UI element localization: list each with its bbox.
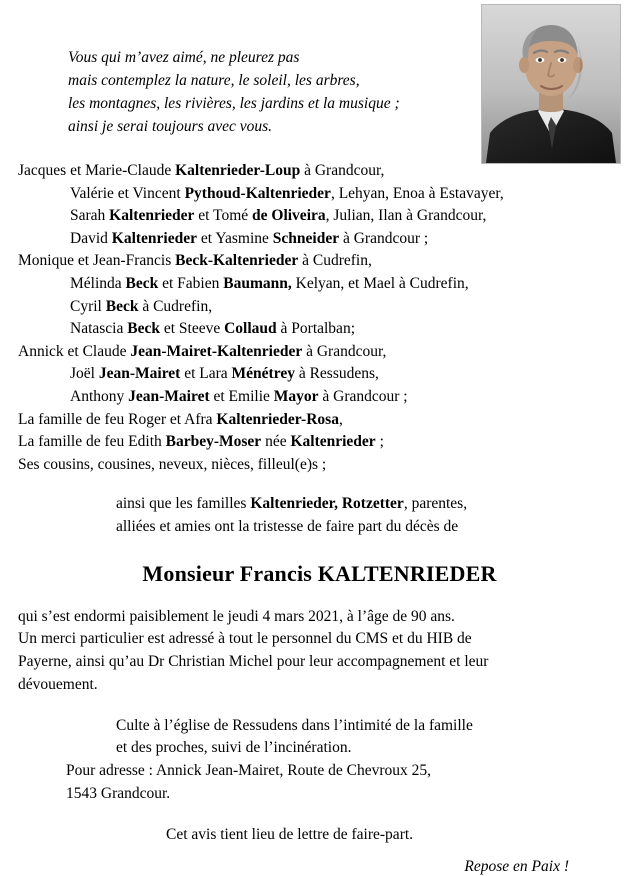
family-text: et Tomé <box>194 207 253 225</box>
family-text: à Ressudens, <box>294 365 379 383</box>
obituary-line: dévouement. <box>18 675 98 693</box>
ceremony-line: et des proches, suivi de l’incinération. <box>116 739 352 757</box>
family-name: Pythoud-Kaltenrieder <box>184 184 331 202</box>
family-line <box>18 205 621 228</box>
family-text: Mélinda <box>70 274 126 292</box>
family-line <box>18 363 621 386</box>
deceased-name: Monsieur Francis KALTENRIEDER <box>142 560 497 586</box>
ceremony-line: Culte à l’église de Ressudens dans l’intimité de la famille <box>116 716 473 734</box>
signoff-text: Repose en Paix ! <box>464 857 569 875</box>
family-text: Annick et Claude <box>18 342 131 360</box>
family-name: Kaltenrieder, Rotzetter <box>250 495 404 513</box>
family-text: à Grandcour, <box>302 342 387 360</box>
family-text: Cyril <box>70 297 106 315</box>
family-line <box>18 409 621 432</box>
family-name: Kaltenrieder <box>111 229 197 247</box>
family-text: David <box>70 229 112 247</box>
family-text: à Grandcour, <box>300 162 385 179</box>
family-text: et Steeve <box>159 320 225 338</box>
family-name: Collaud <box>224 320 277 338</box>
family-line <box>18 431 621 454</box>
family-text: Sarah <box>70 207 110 225</box>
family-text: à Grandcour ; <box>339 229 429 247</box>
family-text: , Lehyan, Enoa à Estavayer, <box>330 184 504 202</box>
portrait-image <box>482 5 620 163</box>
family-text: Monique et Jean-Francis <box>18 252 176 270</box>
family-line <box>18 454 621 477</box>
family-text: Jacques et Marie-Claude <box>18 162 176 179</box>
address-line: 1543 Grandcour. <box>66 785 171 803</box>
poem-line: Vous qui m’avez aimé, ne pleurez pas <box>68 49 300 66</box>
family-text: et Yasmine <box>197 229 273 247</box>
family-text: à Portalban; <box>276 320 355 338</box>
family-line <box>18 183 621 206</box>
family-text: à Cudrefin, <box>298 252 372 270</box>
family-name: Schneider <box>272 229 340 247</box>
family-text: , parentes, <box>403 495 468 513</box>
family-line <box>18 273 621 296</box>
family-text: à Grandcour ; <box>318 387 408 405</box>
family-text: ; <box>375 433 384 451</box>
family-text: Joël <box>70 365 99 383</box>
family-text: La famille de feu Roger et Afra <box>18 410 217 428</box>
family-text: née <box>261 433 291 451</box>
family-text: et Fabien <box>158 274 224 292</box>
family-line <box>18 386 621 409</box>
family-name: Beck <box>127 320 160 338</box>
family-text: à Cudrefin, <box>138 297 213 315</box>
family-list <box>18 138 621 476</box>
family-name: Beck-Kaltenrieder <box>175 252 299 270</box>
notice-closing: Cet avis tient lieu de lettre de faire-part. <box>166 825 414 843</box>
other-families-paragraph <box>18 476 621 538</box>
family-text: Ses cousins, cousines, neveux, nièces, filleul(e)s ; <box>18 455 327 473</box>
family-name: Jean-Mairet <box>128 387 210 405</box>
family-text: et Emilie <box>209 387 274 405</box>
family-name: Ménétrey <box>231 365 295 383</box>
family-name: Kaltenrieder-Rosa <box>216 410 339 428</box>
portrait-photo <box>481 4 621 164</box>
poem-line: mais contemplez la nature, le soleil, les arbres, <box>68 72 360 89</box>
family-line <box>18 318 621 341</box>
obituary-line: qui s’est endormi paisiblement le jeudi 4 mars 2021, à l’âge de 90 ans. <box>18 607 455 625</box>
poem-line: ainsi je serai toujours avec vous. <box>68 118 273 135</box>
family-name: de Oliveira <box>252 207 326 225</box>
family-name: Beck <box>105 297 139 315</box>
other-families-line <box>116 493 621 516</box>
family-text: Anthony <box>70 387 129 405</box>
obituary-line: Payerne, ainsi qu’au Dr Christian Michel pour leur accompagnement et leur <box>18 653 489 671</box>
family-name: Baumann, <box>223 274 292 292</box>
family-line <box>18 250 621 273</box>
family-name: Kaltenrieder-Loup <box>175 162 301 179</box>
family-text: ainsi que les familles <box>116 495 251 513</box>
poem-line: les montagnes, les rivières, les jardins et la musique ; <box>68 95 400 112</box>
family-line <box>18 228 621 251</box>
family-name: Jean-Mairet <box>98 365 181 383</box>
family-name: Kaltenrieder <box>109 207 195 225</box>
family-text: Kelyan, et Mael à Cudrefin, <box>291 274 469 292</box>
family-text: , Julian, Ilan à Grandcour, <box>325 207 487 225</box>
family-name: Jean-Mairet-Kaltenrieder <box>130 342 303 360</box>
family-name: Kaltenrieder <box>290 433 376 451</box>
family-line <box>18 296 621 319</box>
family-name: Mayor <box>273 387 319 405</box>
announcement-line: alliées et amies ont la tristesse de faire part du décès de <box>116 517 459 535</box>
family-text: Valérie et Vincent <box>70 184 185 202</box>
obituary-line: Un merci particulier est adressé à tout le personnel du CMS et du HIB de <box>18 630 472 648</box>
family-name: Barbey-Moser <box>165 433 262 451</box>
family-text: La famille de feu Edith <box>18 433 166 451</box>
ceremony-details <box>18 697 621 806</box>
family-line <box>18 341 621 364</box>
family-text: , <box>338 410 343 428</box>
family-text: Natascia <box>70 320 128 338</box>
family-text: et Lara <box>180 365 232 383</box>
address-line: Pour adresse : Annick Jean-Mairet, Route de Chevroux 25, <box>66 762 432 780</box>
obituary-paragraph <box>18 587 621 697</box>
family-name: Beck <box>125 274 159 292</box>
